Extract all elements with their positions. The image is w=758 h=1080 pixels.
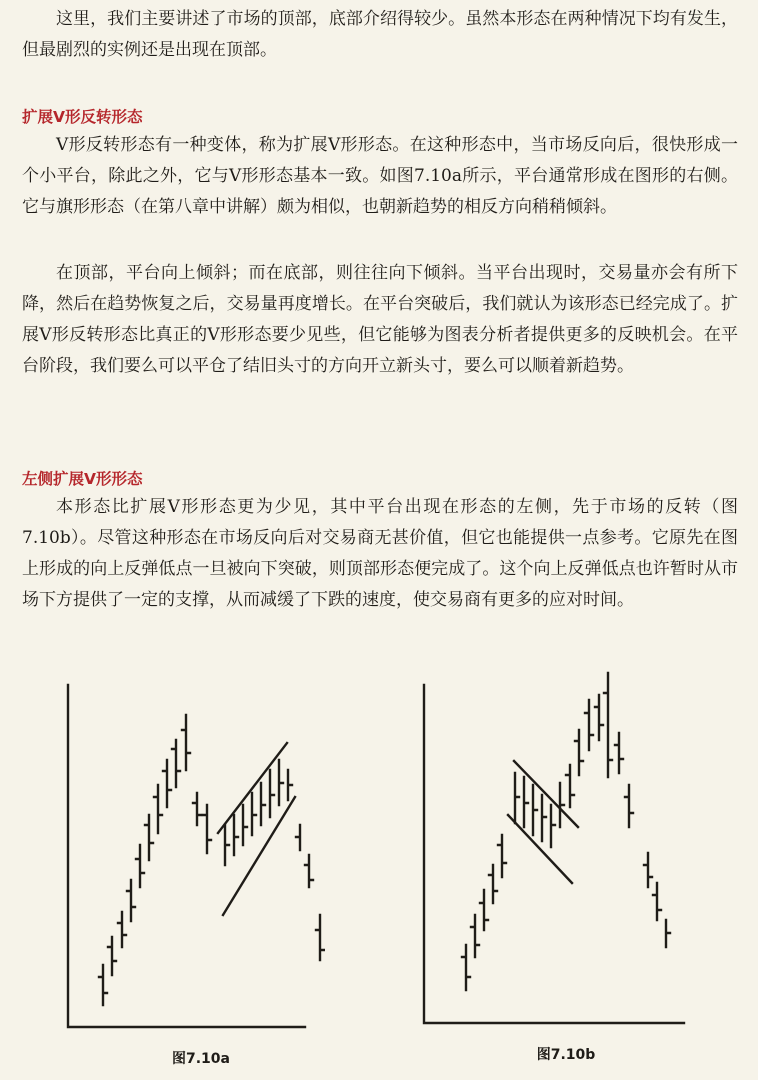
caption-7-10b: 图7.10b [536, 1047, 596, 1063]
paragraph-extended-v-2: 在顶部，平台向上倾斜；而在底部，则往往向下倾斜。当平台出现时，交易量亦会有所下降，然后在趋势恢复之后，交易量再度增长。在平台突破后，我们就认为该形态已经完成了。扩展V形反转形态比真正的V形形态要少见些，但它能够为图表分析者提供更多的反映机会。在平台阶段，我们要么可以平仓了结旧头寸的方向开立新头寸，要么可以顺着新趋势。 [22, 263, 738, 376]
figure-7-10a [55, 675, 325, 1045]
figure-7-10b [412, 665, 702, 1035]
paragraph-extended-v-1: V形反转形态有一种变体，称为扩展V形形态。在这种形态中，当市场反向后，很快形成一个小平台，除此之外，它与V形形态基本一致。如图7.10a所示，平台通常形成在图形的右侧。它与旗形形态（在第八章中讲解）颇为相似，也朝新趋势的相反方向稍稍倾斜。 [22, 135, 738, 217]
bar-chart-7-10a [55, 675, 325, 1045]
caption-7-10a: 图7.10a [172, 1051, 230, 1067]
lower-flag-line [508, 815, 572, 883]
heading-left-extended-v: 左侧扩展V形形态 [22, 470, 143, 488]
paragraph-left-extended-v: 本形态比扩展V形形态更为少见，其中平台出现在形态的左侧，先于市场的反转（图7.10b）。尽管这种形态在市场反向后对交易商无甚价值，但它也能提供一点参考。它原先在图上形成的向上反弹低点一旦被向下突破，则顶部形态便完成了。这个向上反弹低点也许暂时从市场下方提供了一定的支撑，从而减缓了下跌的速度，使交易商有更多的应对时间。 [22, 497, 738, 610]
bar-chart-7-10b [412, 665, 702, 1035]
axes [424, 685, 684, 1023]
paragraph-intro: 这里，我们主要讲述了市场的顶部，底部介绍得较少。虽然本形态在两种情况下均有发生，但最剧烈的实例还是出现在顶部。 [22, 9, 738, 60]
heading-extended-v: 扩展V形反转形态 [22, 108, 143, 126]
